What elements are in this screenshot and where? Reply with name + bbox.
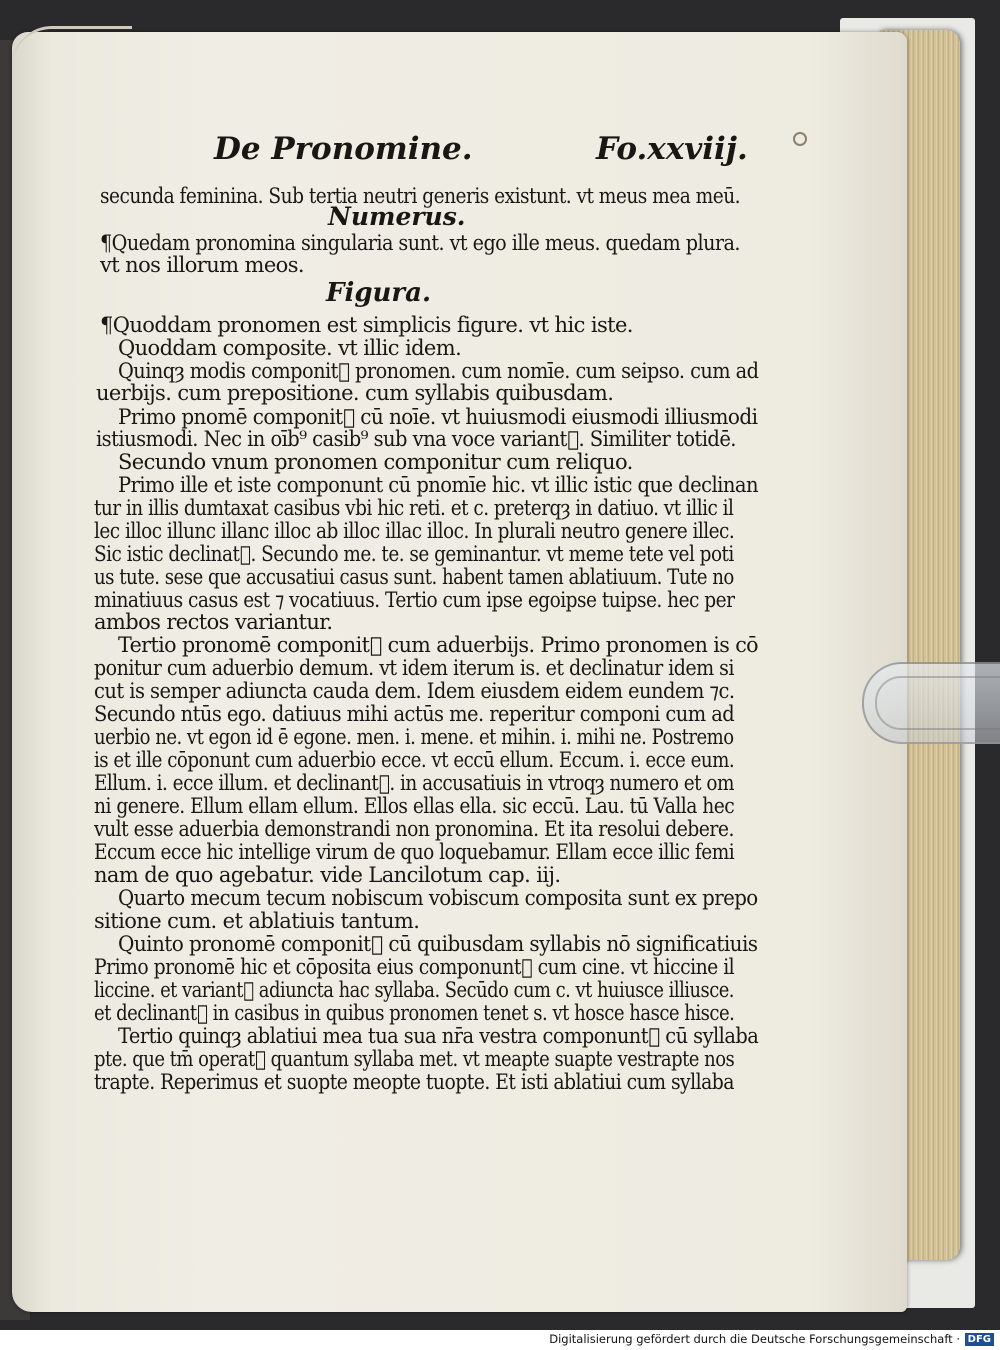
text-line: minatiuus casus est ⁊ vocatiuus. Tertio cum ipse egoipse tuipse. hec per [94,588,735,612]
text-line: uerbio ne. vt egon id ē egone. men. i. mene. et mihin. i. mihi ne. Postremo [94,725,734,749]
text-line: lec illoc illunc illanc illoc ab illoc illac illoc. In plurali neutro genere illec. [94,519,735,543]
text-line: uerbijs. cum prepositione. cum syllabis quibusdam. [96,381,614,405]
text-line: Primo ille et iste componunt cū pnomīe hic. vt illic istic que declinan [118,473,758,497]
text-line: Quarto mecum tecum nobiscum vobiscum composita sunt ex prepo [118,886,758,910]
text-line: Quinqȝ modis componitᷣ pronomen. cum nomīe. cum seipso. cum ad [118,359,759,383]
text-line: Eccum ecce hic intellige virum de quo loquebamur. Ellam ecce illic femi [94,840,735,864]
text-line: tur in illis dumtaxat casibus vbi hic reti. et c. preterqȝ in datiuo. vt illic il [94,496,734,520]
text-line: ambos rectos variantur. [94,610,333,634]
section-heading: Numerus. [328,202,466,231]
dfg-logo: DFG [965,1333,994,1346]
text-line: Primo pnomē componitᷣ cū noīe. vt huiusmodi eiusmodi illiusmodi [118,405,758,429]
text-line: Secundo vnum pronomen componitur cum reliquo. [118,450,633,474]
text-line: Secundo ntūs ego. datiuus mihi actūs me. reperitur componi cum ad [94,702,735,726]
funding-credit: Digitalisierung gefördert durch die Deutsche Forschungsgemeinschaft · [549,1332,960,1346]
text-line: cut is semper adiuncta cauda dem. Idem eiusdem eidem eundem ⁊c. [94,679,735,703]
text-line: Quinto pronomē componitᷣ cū quibusdam syllabis nō significatiuis [118,932,758,956]
text-line: secunda feminina. Sub tertia neutri generis existunt. vt meus mea meū. [100,184,741,208]
text-line: et declinantᷣ in casibus in quibus pronomen tenet s. vt hosce hasce hisce. [94,1001,735,1025]
text-line: vult esse aduerbia demonstrandi non pronomina. Et ita resolui debere. [94,817,734,841]
text-line: Tertio quinqȝ ablatiui mea tua sua nr̄a vestra componuntᷣ cū syllaba [118,1024,759,1048]
text-line: liccine. et variantᷣ adiuncta hac syllaba. Secūdo cum c. vt huiusce illiusce. [94,978,734,1002]
text-line: istiusmodi. Nec in oīb⁹ casib⁹ sub vna voce variantᷣ. Similiter totidē. [96,427,736,451]
text-line: Primo pronomē hic et cōposita eius componuntᷣ cum cine. vt hiccine il [94,955,735,979]
section-heading: Figura. [326,278,432,308]
text-line: pte. que tm̄ operatᷣ quantum syllaba met. vt meapte suapte vestrapte nos [94,1047,735,1071]
text-line: us tute. sese que accusatiui casus sunt. habent tamen ablatiuum. Tute no [94,565,734,589]
text-line: sitione cum. et ablatiuis tantum. [94,909,420,933]
text-line: Sic istic declinatᷣ. Secundo me. te. se geminantur. vt meme tete vel poti [94,542,734,566]
text-line: ¶Quedam pronomina singularia sunt. vt ego ille meus. quedam plura. [100,231,740,255]
text-line: Tertio pronomē componitᷣ cum aduerbijs. Primo pronomen is cō [118,633,759,657]
text-line: ni genere. Ellum ellam ellum. Ellos ellas ella. sic eccū. Lau. tū Valla hec [94,794,735,818]
text-line: vt nos illorum meos. [100,253,304,277]
text-line: nam de quo agebatur. vide Lancilotum cap. iij. [94,863,561,887]
footer-bar [0,1330,1000,1350]
text-line: ¶Quoddam pronomen est simplicis figure. vt hic iste. [100,313,633,337]
page-title: De Pronomine. [214,131,473,167]
text-line: Ellum. i. ecce illum. et declinantᷣ. in accusatiuis in vtroqȝ numero et om [94,771,734,795]
text-line: ponitur cum aduerbio demum. vt idem iterum is. et declinatur idem si [94,656,734,680]
text-line: trapte. Reperimus et suopte meopte tuopte. Et isti ablatiui cum syllaba [94,1070,734,1094]
text-line: Quoddam composite. vt illic idem. [118,336,462,360]
folio-number: Fo.xxviij. [596,131,748,167]
text-line: is et ille cōponunt cum aduerbio ecce. vt eccū ellum. Eccum. i. ecce eum. [94,748,735,772]
